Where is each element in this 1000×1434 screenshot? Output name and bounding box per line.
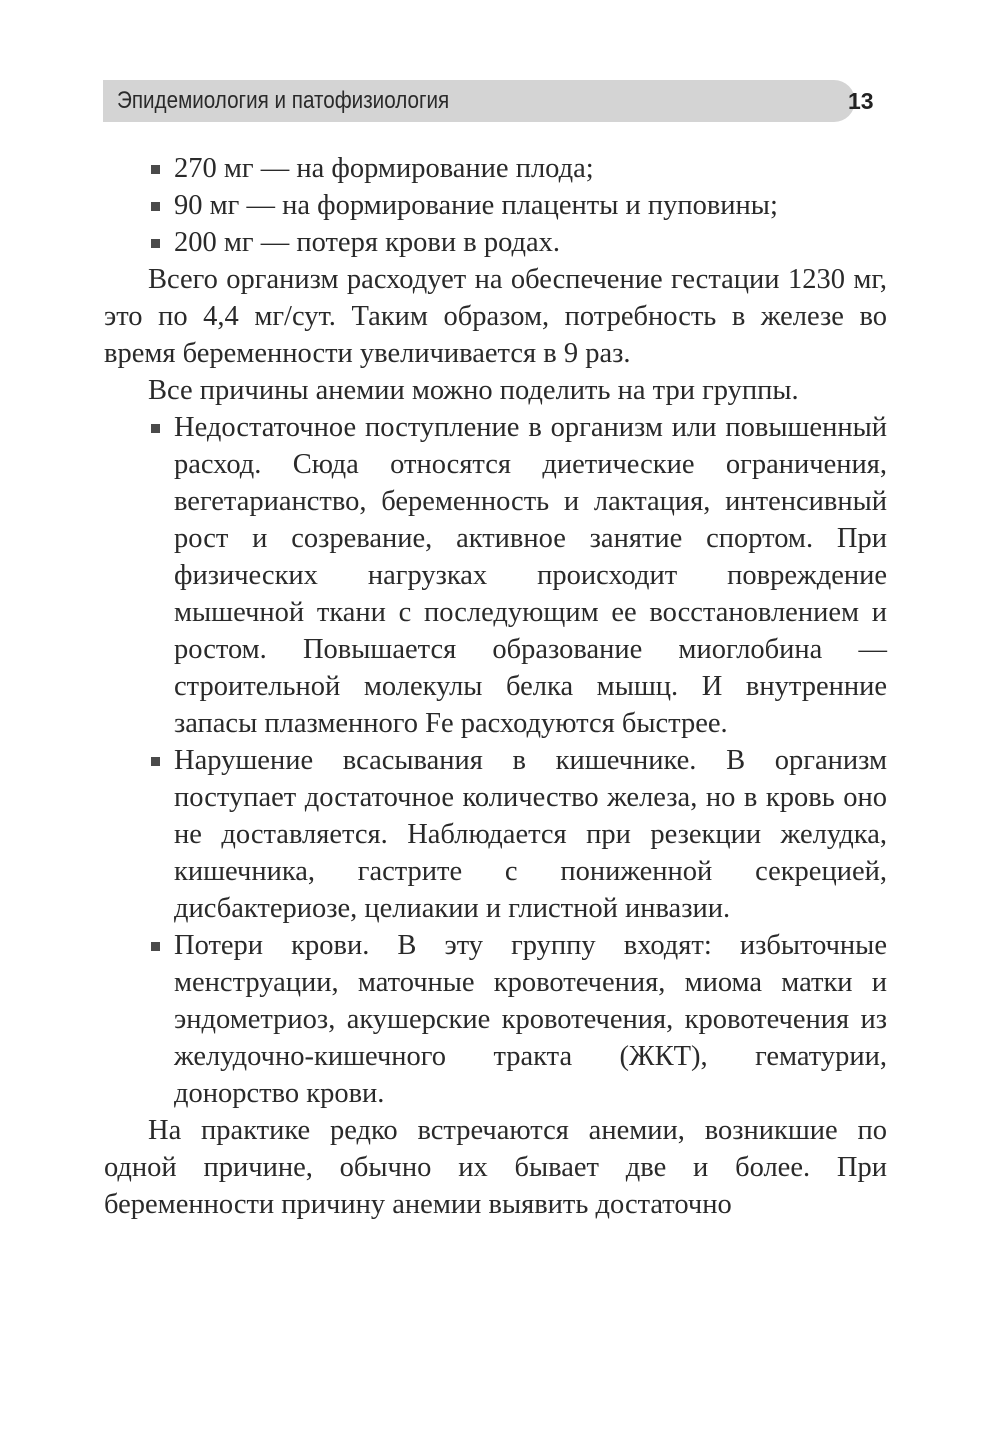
- page-number: 13: [848, 88, 874, 114]
- square-bullet-icon: [151, 165, 160, 174]
- list-item: [104, 927, 887, 1112]
- list-item-text: 270 мг — на формирование плода;: [174, 153, 594, 184]
- square-bullet-icon: [151, 239, 160, 248]
- running-header-title: Эпидемиология и патофизиология: [117, 87, 450, 114]
- paragraph-practice: На практике редко встречаются анемии, возникшие по одной причине, обычно их бывает две и более. При беременности причину анемии выявить достаточно: [104, 1115, 887, 1220]
- list-item: [104, 409, 887, 742]
- list-item-text: 90 мг — на формирование плаценты и пуповины;: [174, 190, 778, 221]
- list-item: [104, 187, 887, 224]
- list-item: [104, 150, 887, 187]
- list-item-text: Нарушение всасывания в кишечнике. В организм поступает достаточное количество железа, но в кровь оно не доставляется. Наблюдается при резекции желудка, кишечника, гастрите с пониженной секрецией, дисбактериозе, целиакии и глистной инвазии.: [174, 745, 887, 924]
- list-item-text: Потери крови. В эту группу входят: избыточные менструации, маточные кровотечения, миома матки и эндометриоз, акушерские кровотечения, кровотечения из желудочно-кишечного тракта (ЖКТ), гематурии, донорство крови.: [174, 930, 887, 1109]
- square-bullet-icon: [151, 757, 160, 766]
- paragraph-causes-intro: Все причины анемии можно поделить на три группы.: [148, 375, 799, 406]
- list-item: [104, 224, 887, 261]
- list-item: [104, 742, 887, 927]
- square-bullet-icon: [151, 202, 160, 211]
- square-bullet-icon: [151, 424, 160, 433]
- paragraph-gestation-total: Всего организм расходует на обеспечение гестации 1230 мг, это по 4,4 мг/сут. Таким образом, потребность в железе во время беременности увеличивается в 9 раз.: [104, 264, 887, 369]
- iron-consumption-list: [104, 150, 887, 261]
- anemia-causes-list: [104, 409, 887, 1112]
- list-item-text: 200 мг — потеря крови в родах.: [174, 227, 561, 258]
- page-body: [104, 150, 887, 1223]
- list-item-text: Недостаточное поступление в организм или повышенный расход. Сюда относятся диетические ограничения, вегетарианство, беременность и лактация, интенсивный рост и созревание, активное занятие спортом. При физических нагрузках происходит повреждение мышечной ткани с последующим ее восстановлением и ростом. Повышается образование миоглобина — строительной молекулы белка мышц. И внутренние запасы плазменного Fe расходуются быстрее.: [174, 412, 887, 739]
- square-bullet-icon: [151, 942, 160, 951]
